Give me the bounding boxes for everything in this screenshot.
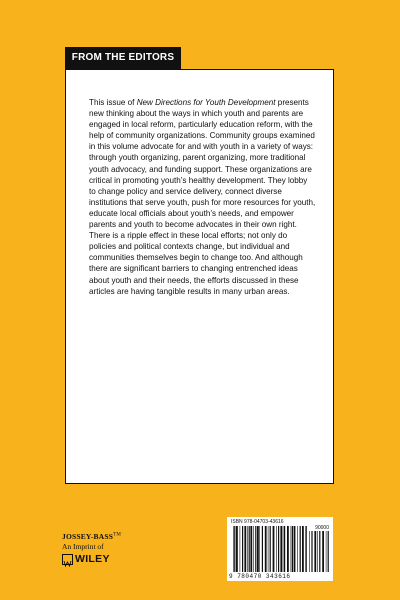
publisher-name-text: JOSSEY-BASS xyxy=(62,532,114,541)
publisher-name xyxy=(62,532,122,541)
wiley-wordmark: WILEY xyxy=(75,553,110,565)
price-code: 90000 xyxy=(315,525,329,531)
wiley-logo xyxy=(62,553,122,565)
imprint-line: An Imprint of xyxy=(62,542,104,551)
trademark-symbol: TM xyxy=(113,532,122,538)
isbn-label: ISBN 978-04703-43616 xyxy=(231,519,284,525)
price-barcode-icon xyxy=(309,531,329,572)
editors-note-text xyxy=(89,97,316,297)
body-paragraph: presents new thinking about the ways in which youth and parents are engaged in local reform, particularly education reform, with the help of community organizations. Community groups examined in this volume advocate for and with youth in a variety of ways: through youth organizing, parent organizing, more traditional youth advocacy, and funding support. These organizations are critical in promoting youth’s healthy development. They lobby to change policy and service delivery, connect diverse institutions that serve youth, push for more resources for youth, educate local officials about youth’s needs, and empower parents and youth to become advocates in their own right. There is a ripple effect in these local efforts; not only do policies and political contexts change, but individual and communities themselves begin to change too. And although there are significant barriers to changing entrenched ideas about youth and their needs, the efforts discussed in these articles are having tangible results in many urban areas. xyxy=(89,98,316,296)
barcode-digits: 9 780470 343616 xyxy=(229,573,291,580)
barcode-panel xyxy=(227,517,333,581)
intro-text: This issue of xyxy=(89,98,137,107)
barcode-icon xyxy=(233,526,307,572)
publisher-logo xyxy=(62,532,122,565)
journal-title: New Directions for Youth Development xyxy=(136,98,276,107)
wiley-emblem-icon xyxy=(62,554,73,565)
editors-note-box xyxy=(65,69,334,484)
section-label: FROM THE EDITORS xyxy=(65,47,181,69)
